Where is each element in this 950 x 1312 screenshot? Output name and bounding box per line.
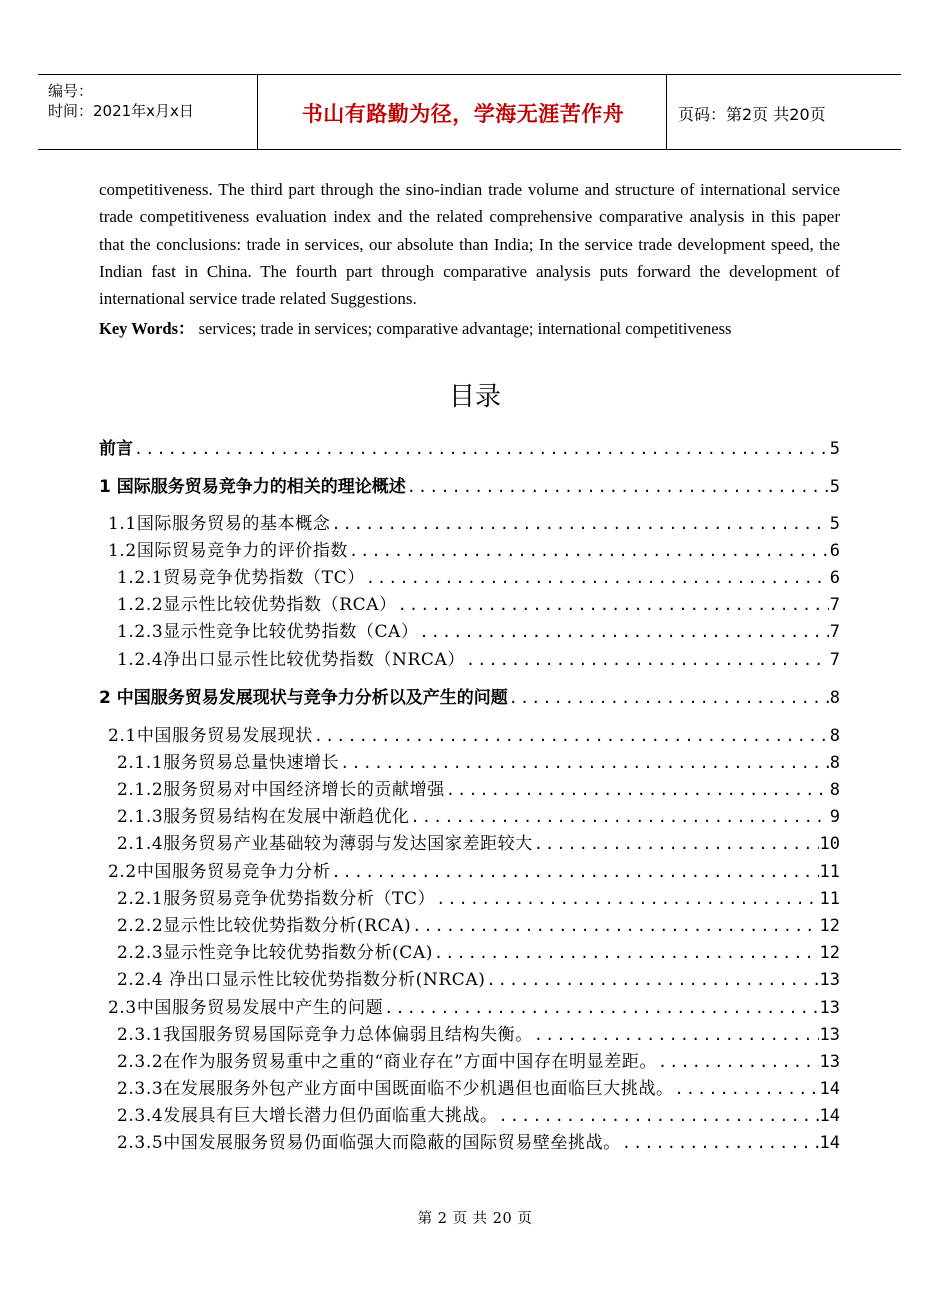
- toc-entry[interactable]: [117, 1128, 840, 1153]
- toc-entry[interactable]: [117, 1074, 840, 1099]
- document-number-label: 编号：: [48, 82, 94, 100]
- toc-leader-dots: [340, 754, 828, 772]
- page-footer: 第 2 页 共 20 页: [417, 1211, 533, 1227]
- toc-entry-label: 2.1.3服务贸易结构在发展中渐趋优化: [117, 807, 410, 827]
- keywords-label: Key Words：: [99, 319, 195, 338]
- toc-leader-dots: [331, 515, 828, 533]
- toc-entry[interactable]: [117, 590, 840, 615]
- toc-entry-page: 11: [819, 889, 840, 909]
- toc-leader-dots: [658, 1053, 818, 1071]
- toc-entry-label: 1.2国际贸易竞争力的评价指数: [108, 541, 349, 561]
- toc-entry-label: 2.3.2在作为服务贸易重中之重的“商业存在”方面中国存在明显差距。: [117, 1052, 658, 1072]
- toc-entry[interactable]: [117, 1020, 840, 1045]
- toc-entry-page: 14: [819, 1106, 840, 1126]
- toc-leader-dots: [534, 835, 819, 853]
- toc-leader-dots: [384, 999, 818, 1017]
- toc-entry-label: 1 国际服务贸易竞争力的相关的理论概述: [99, 477, 406, 497]
- toc-entry-page: 14: [819, 1133, 840, 1153]
- toc-entry-page: 5: [829, 514, 840, 534]
- toc-leader-dots: [314, 727, 829, 745]
- keywords-list: services; trade in services; comparative advantage; international competitiveness: [198, 319, 732, 338]
- toc-entry-page: 12: [819, 943, 840, 963]
- toc-leader-dots: [134, 440, 829, 458]
- toc-entry-label: 2.3中国服务贸易发展中产生的问题: [108, 998, 384, 1018]
- header-divider: [257, 75, 258, 149]
- toc-entry[interactable]: [117, 938, 840, 963]
- toc-entry-page: 6: [829, 568, 840, 588]
- toc-leader-dots: [407, 478, 829, 496]
- toc-leader-dots: [349, 542, 829, 560]
- toc-entry[interactable]: [99, 683, 840, 708]
- toc-entry-label: 1.1国际服务贸易的基本概念: [108, 514, 331, 534]
- toc-entry[interactable]: [117, 617, 840, 642]
- toc-leader-dots: [331, 863, 818, 881]
- toc-entry-label: 2.3.4发展具有巨大增长潜力但仍面临重大挑战。: [117, 1106, 498, 1126]
- toc-entry-label: 1.2.4净出口显示性比较优势指数（NRCA）: [117, 650, 466, 670]
- toc-entry-page: 13: [819, 1052, 840, 1072]
- toc-entry-page: 8: [829, 688, 840, 708]
- toc-leader-dots: [622, 1134, 819, 1152]
- toc-entry-label: 2.2.3显示性竞争比较优势指数分析(CA): [117, 943, 434, 963]
- toc-entry[interactable]: [117, 829, 840, 854]
- toc-entry-label: 2.2.1服务贸易竞争优势指数分析（TC）: [117, 889, 436, 909]
- toc-entry-label: 2.1.2服务贸易对中国经济增长的贡献增强: [117, 780, 445, 800]
- toc-leader-dots: [466, 651, 829, 669]
- toc-leader-dots: [434, 944, 819, 962]
- toc-entry-label: 前言: [99, 439, 133, 459]
- toc-entry[interactable]: [117, 563, 840, 588]
- toc-entry-label: 2.1.4服务贸易产业基础较为薄弱与发达国家差距较大: [117, 834, 533, 854]
- toc-entry[interactable]: [99, 434, 840, 459]
- toc-entry-label: 2.3.1我国服务贸易国际竞争力总体偏弱且结构失衡。: [117, 1025, 533, 1045]
- toc-entry-page: 14: [819, 1079, 840, 1099]
- toc-entry-label: 2.3.3在发展服务外包产业方面中国既面临不少机遇但也面临巨大挑战。: [117, 1079, 674, 1099]
- toc-entry[interactable]: [117, 965, 840, 990]
- toc-entry-label: 2 中国服务贸易发展现状与竞争力分析以及产生的问题: [99, 688, 508, 708]
- toc-entry-page: 13: [819, 1025, 840, 1045]
- toc-entry[interactable]: [117, 1101, 840, 1126]
- toc-entry-label: 2.1.1服务贸易总量快速增长: [117, 753, 340, 773]
- toc-entry[interactable]: [117, 775, 840, 800]
- toc-leader-dots: [366, 569, 829, 587]
- toc-entry[interactable]: [108, 857, 840, 882]
- toc-entry-page: 13: [819, 998, 840, 1018]
- toc-entry-page: 8: [829, 780, 840, 800]
- toc-entry-page: 7: [829, 650, 840, 670]
- toc-leader-dots: [412, 917, 818, 935]
- toc-entry-label: 2.1中国服务贸易发展现状: [108, 726, 313, 746]
- toc-entry-label: 1.2.1贸易竞争优势指数（TC）: [117, 568, 365, 588]
- toc-entry[interactable]: [99, 472, 840, 497]
- toc-entry[interactable]: [117, 802, 840, 827]
- toc-leader-dots: [398, 596, 829, 614]
- toc-entry[interactable]: [108, 993, 840, 1018]
- header-meta: [48, 81, 194, 121]
- abstract-text: competitiveness. The third part through the sino-indian trade volume and structure of international service trade competitiveness evaluation index and the related comprehensive comparative analysis in this paper that the conclusions: trade in services, our absolute than India; In the service trade development speed, the Indian fast in China. The fourth part through comparative analysis puts forward the development of international service trade related Suggestions.: [99, 180, 840, 309]
- toc-entry[interactable]: [117, 748, 840, 773]
- toc-entry-page: 6: [829, 541, 840, 561]
- toc-entry-page: 9: [829, 807, 840, 827]
- toc-entry[interactable]: [108, 721, 840, 746]
- toc-entry-page: 8: [829, 726, 840, 746]
- header-motto: 书山有路勤为径，学海无涯苦作舟: [301, 102, 625, 126]
- toc-entry-page: 7: [829, 622, 840, 642]
- toc-entry-label: 2.2.2显示性比较优势指数分析(RCA): [117, 916, 412, 936]
- toc-entry-page: 8: [829, 753, 840, 773]
- toc-leader-dots: [675, 1080, 819, 1098]
- toc-leader-dots: [411, 808, 829, 826]
- toc-entry-page: 5: [829, 439, 840, 459]
- toc-entry[interactable]: [117, 911, 840, 936]
- toc-entry-page: 5: [829, 477, 840, 497]
- toc-leader-dots: [420, 623, 829, 641]
- toc-leader-dots: [499, 1107, 819, 1125]
- toc-entry-page: 11: [819, 862, 840, 882]
- toc-leader-dots: [509, 689, 829, 707]
- toc-leader-dots: [446, 781, 829, 799]
- toc-entry-label: 1.2.2显示性比较优势指数（RCA）: [117, 595, 397, 615]
- toc-entry-page: 12: [819, 916, 840, 936]
- toc-entry[interactable]: [117, 884, 840, 909]
- toc-entry[interactable]: [108, 536, 840, 561]
- toc-entry-page: 13: [819, 970, 840, 990]
- header-divider: [666, 75, 667, 149]
- toc-leader-dots: [436, 890, 818, 908]
- toc-entry-label: 2.2.4 净出口显示性比较优势指数分析(NRCA): [117, 970, 486, 990]
- toc-entry-page: 7: [829, 595, 840, 615]
- header-page-info: 页码：第2页 共20页: [678, 105, 826, 124]
- toc-entry[interactable]: [108, 509, 840, 534]
- toc-entry-label: 1.2.3显示性竞争比较优势指数（CA）: [117, 622, 419, 642]
- keywords-line: [99, 315, 859, 339]
- toc-title: 目录: [448, 382, 501, 412]
- document-time: 时间：2021年x月x日: [48, 102, 194, 120]
- toc-entry[interactable]: [117, 1047, 840, 1072]
- toc-leader-dots: [486, 971, 818, 989]
- toc-entry[interactable]: [117, 645, 840, 670]
- toc-entry-page: 10: [819, 834, 840, 854]
- toc-leader-dots: [534, 1026, 819, 1044]
- page-header: [38, 74, 901, 150]
- toc-entry-label: 2.2中国服务贸易竞争力分析: [108, 862, 331, 882]
- toc-entry-label: 2.3.5中国发展服务贸易仍面临强大而隐蔽的国际贸易壁垒挑战。: [117, 1133, 621, 1153]
